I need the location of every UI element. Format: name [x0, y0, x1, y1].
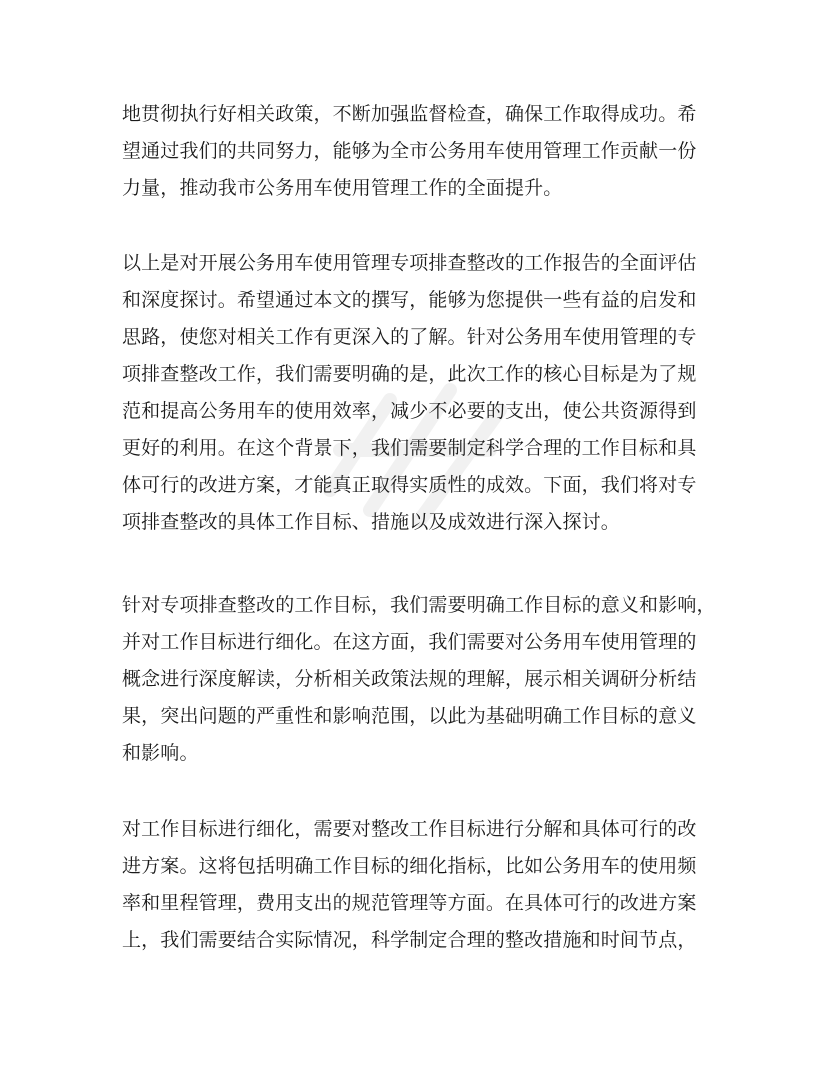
paragraph-line: 针对专项排查整改的工作目标，我们需要明确工作目标的意义和影响， [122, 594, 716, 616]
paragraph-line: 进方案。这将包括明确工作目标的细化指标，比如公务用车的使用频 [122, 855, 697, 877]
paragraph-line: 率和里程管理，费用支出的规范管理等方面。在具体可行的改进方案 [122, 892, 697, 914]
paragraph-line: 力量，推动我市公务用车使用管理工作的全面提升。 [122, 177, 563, 199]
paragraph-line: 项排查整改工作，我们需要明确的是，此次工作的核心目标是为了规 [122, 363, 697, 385]
paragraph-line: 并对工作目标进行细化。在这方面，我们需要对公务用车使用管理的 [122, 631, 697, 653]
paragraph-line: 果，突出问题的严重性和影响范围，以此为基础明确工作目标的意义 [122, 705, 697, 727]
paragraph-line: 项排查整改的具体工作目标、措施以及成效进行深入探讨。 [122, 511, 620, 533]
paragraph-3 [122, 587, 722, 772]
paragraph-2 [122, 245, 722, 541]
paragraph-line: 体可行的改进方案，才能真正取得实质性的成效。下面，我们将对专 [122, 474, 697, 496]
paragraph-4 [122, 811, 722, 959]
paragraph-line: 和影响。 [122, 742, 199, 764]
paragraph-line: 更好的利用。在这个背景下，我们需要制定科学合理的工作目标和具 [122, 437, 697, 459]
paragraph-line: 和深度探讨。希望通过本文的撰写，能够为您提供一些有益的启发和 [122, 289, 697, 311]
paragraph-line: 地贯彻执行好相关政策，不断加强监督检查，确保工作取得成功。希 [122, 103, 697, 125]
paragraph-line: 思路，使您对相关工作有更深入的了解。针对公务用车使用管理的专 [122, 326, 697, 348]
paragraph-line: 以上是对开展公务用车使用管理专项排查整改的工作报告的全面评估 [122, 252, 697, 274]
paragraph-line: 望通过我们的共同努力，能够为全市公务用车使用管理工作贡献一份 [122, 140, 697, 162]
paragraph-line: 上，我们需要结合实际情况，科学制定合理的整改措施和时间节点， [122, 929, 697, 951]
paragraph-line: 对工作目标进行细化，需要对整改工作目标进行分解和具体可行的改 [122, 818, 697, 840]
paragraph-1 [122, 96, 722, 207]
paragraph-line: 范和提高公务用车的使用效率，减少不必要的支出，使公共资源得到 [122, 400, 697, 422]
paragraph-line: 概念进行深度解读，分析相关政策法规的理解，展示相关调研分析结 [122, 668, 697, 690]
